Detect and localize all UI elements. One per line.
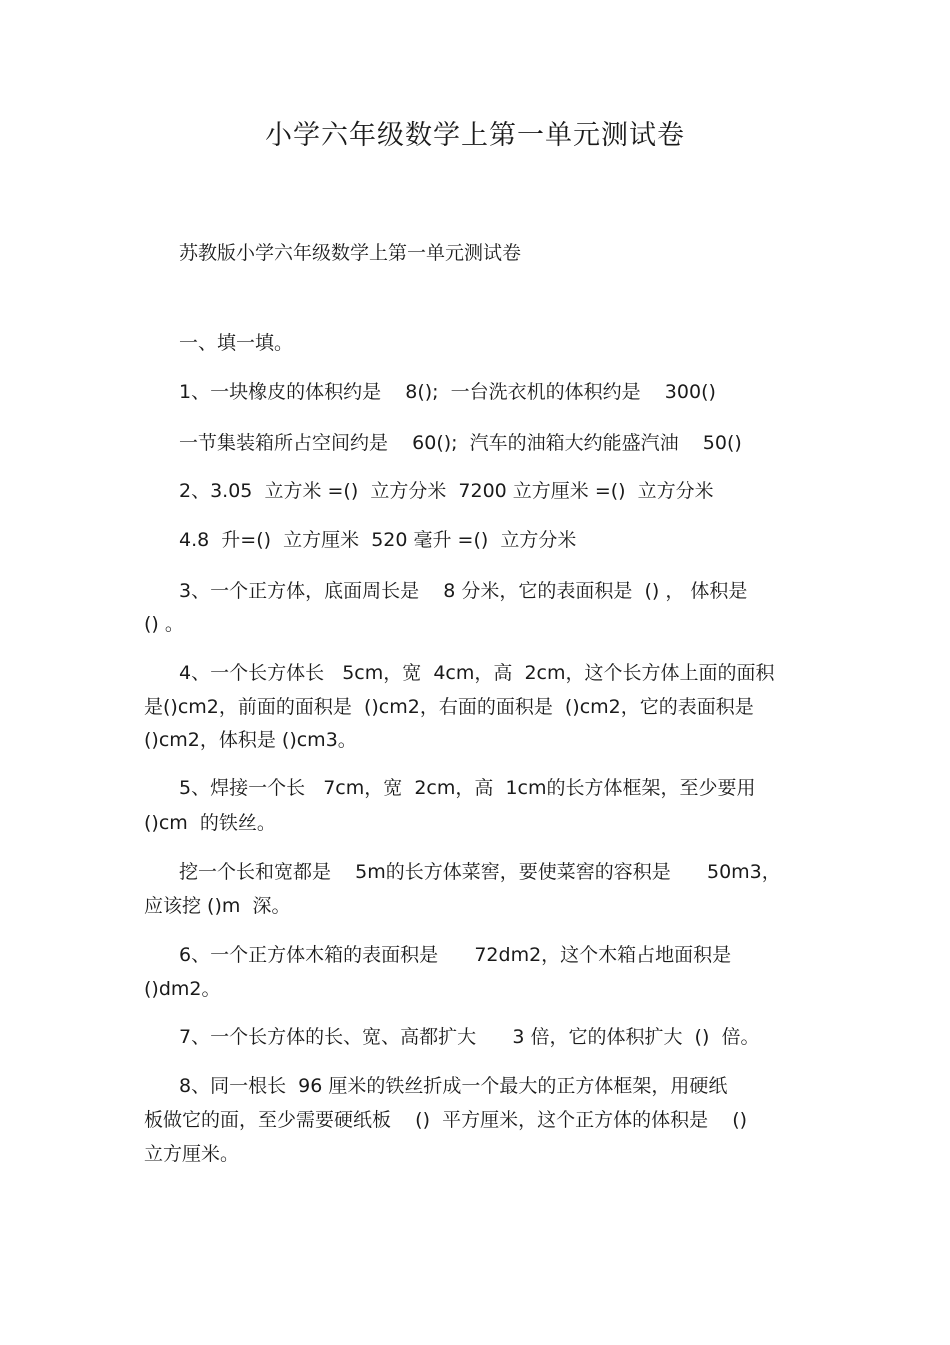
subtitle: 苏教版小学六年级数学上第一单元测试卷 bbox=[179, 242, 522, 264]
question-5-line-2: ()cm 的铁丝。 bbox=[144, 812, 276, 834]
question-7-line-1: 7、一个长方体的长、宽、高都扩大 3 倍，它的体积扩大 () 倍。 bbox=[179, 1026, 760, 1048]
page-title: 小学六年级数学上第一单元测试卷 bbox=[265, 120, 685, 151]
question-4-line-1: 4、一个长方体长 5cm，宽 4cm，高 2cm，这个长方体上面的面积 bbox=[179, 662, 775, 684]
question-2-line-2: 4.8 升=() 立方厘米 520 毫升 =() 立方分米 bbox=[179, 529, 577, 551]
question-3-line-2: () 。 bbox=[144, 613, 184, 635]
question-5b-line-2: 应该挖 ()m 深。 bbox=[144, 895, 291, 917]
question-2-line-1: 2、3.05 立方米 =() 立方分米 7200 立方厘米 =() 立方分米 bbox=[179, 480, 714, 502]
question-4-line-2: 是()cm2，前面的面积是 ()cm2，右面的面积是 ()cm2，它的表面积是 bbox=[144, 696, 754, 718]
question-8-line-1: 8、同一根长 96 厘米的铁丝折成一个最大的正方体框架，用硬纸 bbox=[179, 1075, 728, 1097]
question-6-line-1: 6、一个正方体木箱的表面积是 72dm2，这个木箱占地面积是 bbox=[179, 944, 732, 966]
question-4-line-3: ()cm2，体积是 ()cm3。 bbox=[144, 729, 357, 751]
question-8-line-2: 板做它的面，至少需要硬纸板 () 平方厘米，这个正方体的体积是 () bbox=[144, 1109, 748, 1131]
question-5-line-1: 5、焊接一个长 7cm，宽 2cm，高 1cm的长方体框架，至少要用 bbox=[179, 777, 756, 799]
question-3-line-1: 3、一个正方体，底面周长是 8 分米，它的表面积是 () ， 体积是 bbox=[179, 580, 748, 602]
question-6-line-2: ()dm2。 bbox=[144, 978, 221, 1000]
section-heading: 一、填一填。 bbox=[179, 332, 294, 354]
question-5b-line-1: 挖一个长和宽都是 5m的长方体菜窖，要使菜窖的容积是 50m3， bbox=[179, 861, 781, 883]
question-1-line-2: 一节集装箱所占空间约是 60(); 汽车的油箱大约能盛汽油 50() bbox=[179, 432, 742, 454]
question-1-line-1: 1、一块橡皮的体积约是 8(); 一台洗衣机的体积约是 300() bbox=[179, 381, 716, 403]
question-8-line-3: 立方厘米。 bbox=[144, 1143, 240, 1165]
